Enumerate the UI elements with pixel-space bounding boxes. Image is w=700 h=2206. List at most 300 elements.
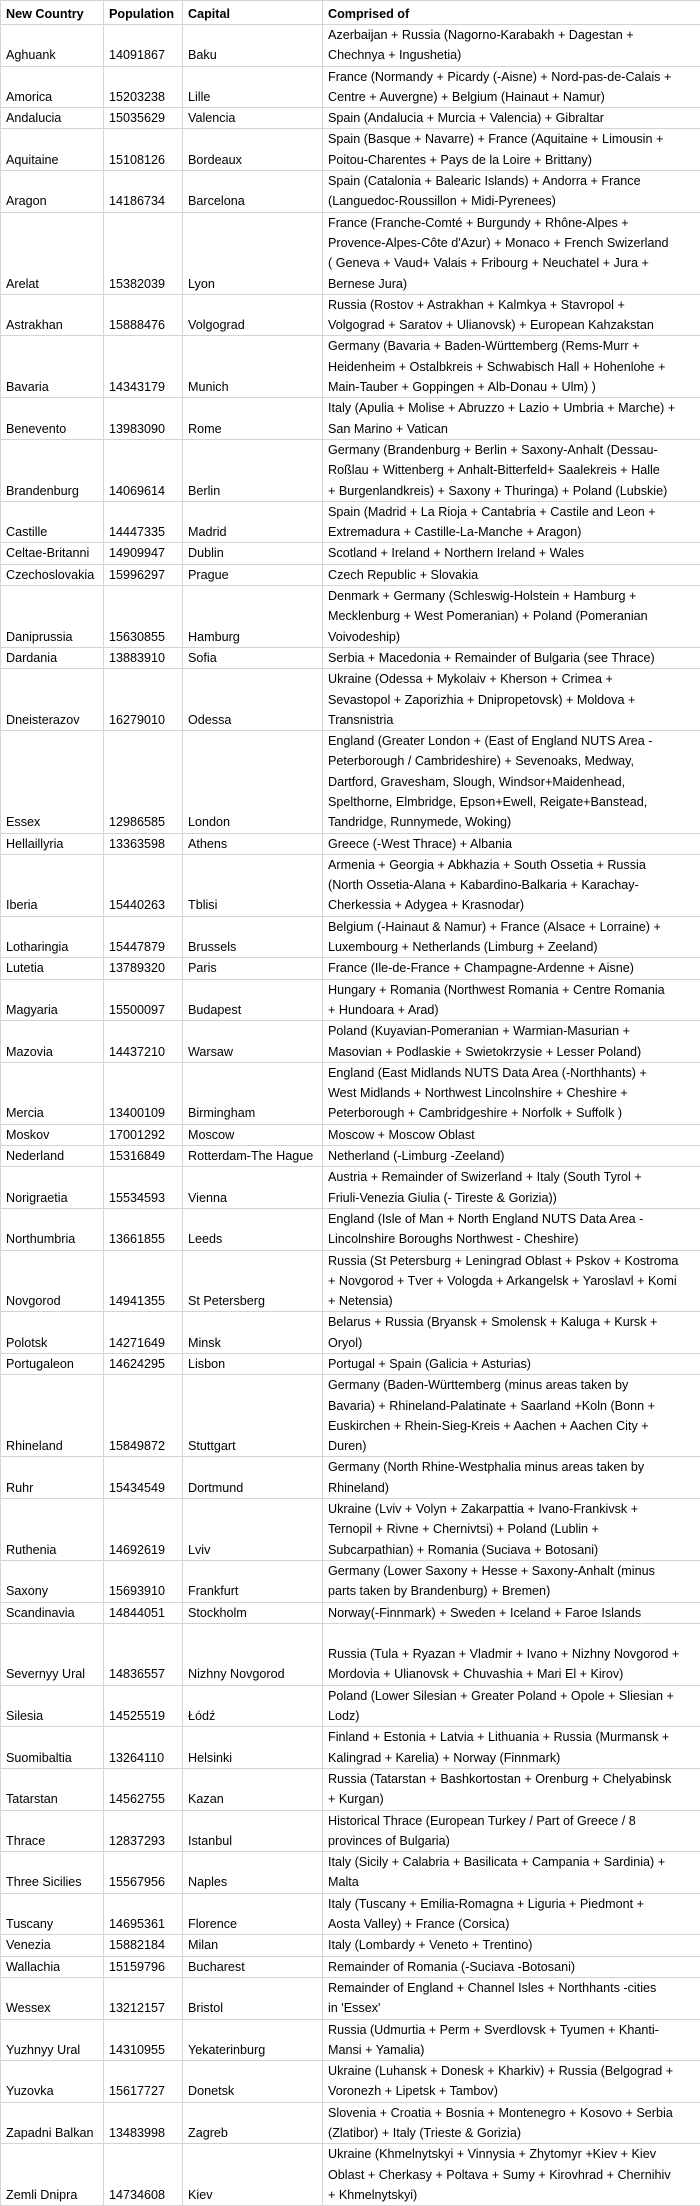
comprised-line: Spelthorne, Elmbridge, Epson+Ewell, Reigate+Banstead, <box>328 792 700 812</box>
cell-population[interactable]: 14562755 <box>104 1768 183 1810</box>
table-row <box>1 2061 700 2103</box>
cell-capital[interactable]: Sofia <box>183 647 323 668</box>
cell-population[interactable]: 17001292 <box>104 1124 183 1145</box>
cell-comprised-of[interactable] <box>323 66 700 108</box>
cell-population[interactable]: 13661855 <box>104 1208 183 1250</box>
comprised-line: Russia (Udmurtia + Perm + Sverdlovsk + Tyumen + Khanti- <box>328 2020 700 2040</box>
comprised-line: Russia (Tatarstan + Bashkortostan + Orenburg + Chelyabinsk <box>328 1769 700 1789</box>
cell-new-country[interactable]: Silesia <box>1 1685 104 1727</box>
cell-comprised-of[interactable] <box>323 669 700 731</box>
cell-new-country[interactable]: Zapadni Balkan <box>1 2102 104 2144</box>
cell-population[interactable]: 12837293 <box>104 1810 183 1852</box>
cell-comprised-of[interactable] <box>323 1167 700 1209</box>
cell-comprised-of[interactable] <box>323 1354 700 1375</box>
cell-new-country[interactable]: Tatarstan <box>1 1768 104 1810</box>
comprised-line: Italy (Apulia + Molise + Abruzzo + Lazio + Umbria + Marche) + <box>328 398 700 418</box>
comprised-line: Bernese Jura) <box>328 274 700 294</box>
table-row <box>1 731 700 833</box>
cell-capital[interactable]: Kiev <box>183 2144 323 2206</box>
cell-capital[interactable]: Berlin <box>183 439 323 501</box>
cell-population[interactable]: 13264110 <box>104 1727 183 1769</box>
comprised-line: + Netensia) <box>328 1291 700 1311</box>
comprised-line: France (Normandy + Picardy (-Aisne) + Nord-pas-de-Calais + <box>328 67 700 87</box>
cell-comprised-of[interactable] <box>323 1560 700 1602</box>
cell-population[interactable]: 15447879 <box>104 916 183 958</box>
cell-new-country[interactable]: Venezia <box>1 1935 104 1956</box>
table-row <box>1 669 700 731</box>
comprised-line: Duren) <box>328 1436 700 1456</box>
cell-capital[interactable]: Dublin <box>183 543 323 564</box>
cell-new-country[interactable]: Celtae-Britanni <box>1 543 104 564</box>
cell-population[interactable]: 14844051 <box>104 1602 183 1623</box>
table-row <box>1 833 700 854</box>
cell-new-country[interactable]: Mercia <box>1 1062 104 1124</box>
cell-new-country[interactable]: Essex <box>1 731 104 833</box>
cell-comprised-of[interactable] <box>323 1124 700 1145</box>
cell-population[interactable]: 14343179 <box>104 336 183 398</box>
comprised-line: (Languedoc-Roussillon + Midi-Pyrenees) <box>328 191 700 211</box>
cell-comprised-of[interactable] <box>323 1977 700 2019</box>
cell-comprised-of[interactable] <box>323 1062 700 1124</box>
comprised-line: Lodz) <box>328 1706 700 1726</box>
cell-population[interactable]: 14695361 <box>104 1893 183 1935</box>
table-row <box>1 212 700 294</box>
comprised-line: Poland (Kuyavian-Pomeranian + Warmian-Masurian + <box>328 1021 700 1041</box>
cell-new-country[interactable]: Severnyy Ural <box>1 1623 104 1685</box>
header-comprised-of[interactable]: Comprised of <box>323 1 700 25</box>
cell-population[interactable]: 14091867 <box>104 25 183 67</box>
table-row <box>1 1312 700 1354</box>
cell-new-country[interactable]: Daniprussia <box>1 586 104 648</box>
cell-population[interactable]: 14447335 <box>104 501 183 543</box>
comprised-line: Ternopil + Rivne + Chernivtsi) + Poland (Lublin + <box>328 1519 700 1539</box>
cell-new-country[interactable]: Astrakhan <box>1 294 104 336</box>
table-row <box>1 1768 700 1810</box>
cell-comprised-of[interactable] <box>323 1935 700 1956</box>
cell-new-country[interactable]: Tuscany <box>1 1893 104 1935</box>
cell-new-country[interactable]: Zemli Dnipra <box>1 2144 104 2206</box>
cell-capital[interactable]: Bordeaux <box>183 129 323 171</box>
comprised-line: Volgograd + Saratov + Ulianovsk) + European Kahzakstan <box>328 315 700 335</box>
cell-new-country[interactable]: Castille <box>1 501 104 543</box>
cell-population[interactable]: 14624295 <box>104 1354 183 1375</box>
cell-population[interactable]: 14437210 <box>104 1021 183 1063</box>
cell-comprised-of[interactable] <box>323 1250 700 1312</box>
comprised-line: Germany (North Rhine-Westphalia minus areas taken by <box>328 1457 700 1477</box>
cell-new-country[interactable]: Norigraetia <box>1 1167 104 1209</box>
cell-comprised-of[interactable] <box>323 25 700 67</box>
comprised-line: Kalingrad + Karelia) + Norway (Finnmark) <box>328 1748 700 1768</box>
table-row <box>1 1810 700 1852</box>
cell-new-country[interactable]: Dardania <box>1 647 104 668</box>
cell-new-country[interactable]: Polotsk <box>1 1312 104 1354</box>
table-row <box>1 66 700 108</box>
comprised-line <box>328 1624 700 1644</box>
cell-comprised-of[interactable] <box>323 336 700 398</box>
comprised-line: Voivodeship) <box>328 627 700 647</box>
cell-population[interactable]: 13400109 <box>104 1062 183 1124</box>
cell-capital[interactable]: Budapest <box>183 979 323 1021</box>
comprised-line: Ukraine (Luhansk + Donesk + Kharkiv) + Russia (Belgograd + <box>328 2061 700 2081</box>
table-row <box>1 1167 700 1209</box>
cell-comprised-of[interactable] <box>323 1768 700 1810</box>
header-capital[interactable]: Capital <box>183 1 323 25</box>
cell-comprised-of[interactable] <box>323 958 700 979</box>
cell-new-country[interactable]: Ruthenia <box>1 1499 104 1561</box>
comprised-line: Remainder of England + Channel Isles + Northhants -cities <box>328 1978 700 1998</box>
cell-new-country[interactable]: Yuzhnyy Ural <box>1 2019 104 2061</box>
cell-population[interactable]: 13363598 <box>104 833 183 854</box>
cell-comprised-of[interactable] <box>323 833 700 854</box>
cell-population[interactable]: 15434549 <box>104 1457 183 1499</box>
comprised-line: Russia (St Petersburg + Leningrad Oblast + Pskov + Kostroma <box>328 1251 700 1271</box>
cell-new-country[interactable]: Wallachia <box>1 1956 104 1977</box>
cell-new-country[interactable]: Lutetia <box>1 958 104 979</box>
cell-comprised-of[interactable] <box>323 108 700 129</box>
cell-comprised-of[interactable] <box>323 1146 700 1167</box>
comprised-line: Luxembourg + Netherlands (Limburg + Zeeland) <box>328 937 700 957</box>
cell-new-country[interactable]: Three Sicilies <box>1 1852 104 1894</box>
cell-capital[interactable]: Nizhny Novgorod <box>183 1623 323 1685</box>
cell-capital[interactable]: Warsaw <box>183 1021 323 1063</box>
cell-comprised-of[interactable] <box>323 1208 700 1250</box>
cell-capital[interactable]: Frankfurt <box>183 1560 323 1602</box>
cell-new-country[interactable]: Suomibaltia <box>1 1727 104 1769</box>
comprised-line: provinces of Bulgaria) <box>328 1831 700 1851</box>
cell-new-country[interactable]: Iberia <box>1 854 104 916</box>
cell-capital[interactable]: Vienna <box>183 1167 323 1209</box>
comprised-line: Malta <box>328 1872 700 1892</box>
cell-capital[interactable]: Lisbon <box>183 1354 323 1375</box>
cell-population[interactable]: 13983090 <box>104 398 183 440</box>
cell-population[interactable]: 14186734 <box>104 171 183 213</box>
cell-comprised-of[interactable] <box>323 171 700 213</box>
cell-population[interactable]: 15617727 <box>104 2061 183 2103</box>
cell-capital[interactable]: Moscow <box>183 1124 323 1145</box>
comprised-line: Serbia + Macedonia + Remainder of Bulgaria (see Thrace) <box>328 648 700 668</box>
cell-new-country[interactable]: Nederland <box>1 1146 104 1167</box>
cell-capital[interactable]: Istanbul <box>183 1810 323 1852</box>
cell-new-country[interactable]: Northumbria <box>1 1208 104 1250</box>
table-row <box>1 1021 700 1063</box>
comprised-line: parts taken by Brandenburg) + Bremen) <box>328 1581 700 1601</box>
cell-population[interactable]: 12986585 <box>104 731 183 833</box>
cell-new-country[interactable]: Benevento <box>1 398 104 440</box>
cell-population[interactable]: 15888476 <box>104 294 183 336</box>
cell-capital[interactable]: Stuttgart <box>183 1375 323 1457</box>
comprised-line: Poland (Lower Silesian + Greater Poland + Opole + Sliesian + <box>328 1686 700 1706</box>
cell-capital[interactable]: St Petersberg <box>183 1250 323 1312</box>
cell-comprised-of[interactable] <box>323 2102 700 2144</box>
cell-capital[interactable]: Bristol <box>183 1977 323 2019</box>
cell-population[interactable]: 14525519 <box>104 1685 183 1727</box>
cell-comprised-of[interactable] <box>323 1021 700 1063</box>
cell-capital[interactable]: Odessa <box>183 669 323 731</box>
cell-population[interactable]: 13483998 <box>104 2102 183 2144</box>
table-row <box>1 564 700 585</box>
cell-capital[interactable]: Baku <box>183 25 323 67</box>
comprised-line: Extremadura + Castille-La-Manche + Aragon) <box>328 522 700 542</box>
cell-capital[interactable]: Brussels <box>183 916 323 958</box>
cell-new-country[interactable]: Portugaleon <box>1 1354 104 1375</box>
cell-comprised-of[interactable] <box>323 731 700 833</box>
table-row <box>1 647 700 668</box>
cell-comprised-of[interactable] <box>323 586 700 648</box>
cell-capital[interactable]: Prague <box>183 564 323 585</box>
cell-new-country[interactable]: Ruhr <box>1 1457 104 1499</box>
cell-new-country[interactable]: Czechoslovakia <box>1 564 104 585</box>
cell-comprised-of[interactable] <box>323 979 700 1021</box>
cell-comprised-of[interactable] <box>323 129 700 171</box>
cell-new-country[interactable]: Hellaillyria <box>1 833 104 854</box>
comprised-line: Cherkessia + Adygea + Krasnodar) <box>328 895 700 915</box>
table-row <box>1 1602 700 1623</box>
cell-capital[interactable]: Łódź <box>183 1685 323 1727</box>
table-row <box>1 439 700 501</box>
comprised-line: Spain (Basque + Navarre) + France (Aquitaine + Limousin + <box>328 129 700 149</box>
table-row <box>1 1250 700 1312</box>
cell-capital[interactable]: Rotterdam-The Hague <box>183 1146 323 1167</box>
table-row <box>1 398 700 440</box>
cell-population[interactable]: 15567956 <box>104 1852 183 1894</box>
cell-capital[interactable]: Bucharest <box>183 1956 323 1977</box>
cell-capital[interactable]: Barcelona <box>183 171 323 213</box>
cell-capital[interactable]: Helsinki <box>183 1727 323 1769</box>
cell-new-country[interactable]: Andalucia <box>1 108 104 129</box>
comprised-line: Greece (-West Thrace) + Albania <box>328 834 700 854</box>
comprised-line: Bavaria) + Rhineland-Palatinate + Saarland +Koln (Bonn + <box>328 1396 700 1416</box>
cell-capital[interactable]: Birmingham <box>183 1062 323 1124</box>
comprised-line: Belgium (-Hainaut & Namur) + France (Alsace + Lorraine) + <box>328 917 700 937</box>
cell-comprised-of[interactable] <box>323 1312 700 1354</box>
cell-new-country[interactable]: Aghuank <box>1 25 104 67</box>
cell-population[interactable]: 13212157 <box>104 1977 183 2019</box>
table-row <box>1 1146 700 1167</box>
cell-population[interactable]: 15996297 <box>104 564 183 585</box>
cell-population[interactable]: 15108126 <box>104 129 183 171</box>
cell-comprised-of[interactable] <box>323 212 700 294</box>
comprised-line: Mordovia + Ulianovsk + Chuvashia + Mari El + Kirov) <box>328 1664 700 1684</box>
cell-new-country[interactable]: Bavaria <box>1 336 104 398</box>
cell-capital[interactable]: Milan <box>183 1935 323 1956</box>
cell-capital[interactable]: Naples <box>183 1852 323 1894</box>
comprised-line: Azerbaijan + Russia (Nagorno-Karabakh + Dagestan + <box>328 25 700 45</box>
cell-comprised-of[interactable] <box>323 1685 700 1727</box>
comprised-line: Slovenia + Croatia + Bosnia + Montenegro + Kosovo + Serbia <box>328 2103 700 2123</box>
comprised-line: Centre + Auvergne) + Belgium (Hainaut + Namur) <box>328 87 700 107</box>
cell-new-country[interactable]: Amorica <box>1 66 104 108</box>
cell-population[interactable]: 15382039 <box>104 212 183 294</box>
comprised-line: Germany (Bavaria + Baden-Württemberg (Rems-Murr + <box>328 336 700 356</box>
cell-new-country[interactable]: Moskov <box>1 1124 104 1145</box>
cell-capital[interactable]: Lille <box>183 66 323 108</box>
cell-comprised-of[interactable] <box>323 1602 700 1623</box>
table-row <box>1 108 700 129</box>
comprised-line: Belarus + Russia (Bryansk + Smolensk + Kaluga + Kursk + <box>328 1312 700 1332</box>
cell-capital[interactable]: Minsk <box>183 1312 323 1354</box>
cell-comprised-of[interactable] <box>323 564 700 585</box>
cell-new-country[interactable]: Thrace <box>1 1810 104 1852</box>
cell-population[interactable]: 14941355 <box>104 1250 183 1312</box>
cell-population[interactable]: 14069614 <box>104 439 183 501</box>
cell-capital[interactable]: Tblisi <box>183 854 323 916</box>
cell-population[interactable]: 15316849 <box>104 1146 183 1167</box>
table-row <box>1 129 700 171</box>
cell-comprised-of[interactable] <box>323 647 700 668</box>
comprised-line: (North Ossetia-Alana + Kabardino-Balkaria + Karachay- <box>328 875 700 895</box>
cell-capital[interactable]: Donetsk <box>183 2061 323 2103</box>
comprised-line: Spain (Catalonia + Balearic Islands) + Andorra + France <box>328 171 700 191</box>
cell-comprised-of[interactable] <box>323 854 700 916</box>
cell-population[interactable]: 15849872 <box>104 1375 183 1457</box>
cell-comprised-of[interactable] <box>323 439 700 501</box>
table-row <box>1 586 700 648</box>
cell-capital[interactable]: Athens <box>183 833 323 854</box>
cell-comprised-of[interactable] <box>323 294 700 336</box>
cell-population[interactable]: 15159796 <box>104 1956 183 1977</box>
table-row <box>1 1124 700 1145</box>
cell-population[interactable]: 15693910 <box>104 1560 183 1602</box>
table-row <box>1 958 700 979</box>
cell-comprised-of[interactable] <box>323 1499 700 1561</box>
cell-comprised-of[interactable] <box>323 543 700 564</box>
cell-comprised-of[interactable] <box>323 1956 700 1977</box>
cell-population[interactable]: 15500097 <box>104 979 183 1021</box>
cell-comprised-of[interactable] <box>323 916 700 958</box>
cell-capital[interactable]: Paris <box>183 958 323 979</box>
cell-population[interactable]: 14836557 <box>104 1623 183 1685</box>
cell-population[interactable]: 15203238 <box>104 66 183 108</box>
cell-population[interactable]: 14271649 <box>104 1312 183 1354</box>
cell-new-country[interactable]: Mazovia <box>1 1021 104 1063</box>
cell-population[interactable]: 14734608 <box>104 2144 183 2206</box>
cell-population[interactable]: 14909947 <box>104 543 183 564</box>
cell-capital[interactable]: Stockholm <box>183 1602 323 1623</box>
table-row <box>1 501 700 543</box>
comprised-line: (Zlatibor) + Italy (Trieste & Gorizia) <box>328 2123 700 2143</box>
cell-capital[interactable]: Yekaterinburg <box>183 2019 323 2061</box>
comprised-line: Ukraine (Khmelnytskyi + Vinnysia + Zhytomyr +Kiev + Kiev <box>328 2144 700 2164</box>
cell-comprised-of[interactable] <box>323 1727 700 1769</box>
cell-capital[interactable]: Lviv <box>183 1499 323 1561</box>
comprised-line: Germany (Baden-Württemberg (minus areas taken by <box>328 1375 700 1395</box>
cell-new-country[interactable]: Aragon <box>1 171 104 213</box>
cell-population[interactable]: 13883910 <box>104 647 183 668</box>
cell-comprised-of[interactable] <box>323 1623 700 1685</box>
comprised-line: in 'Essex' <box>328 1998 700 2018</box>
comprised-line: Spain (Andalucia + Murcia + Valencia) + Gibraltar <box>328 108 700 128</box>
comprised-line: England (East Midlands NUTS Data Area (-Northhants) + <box>328 1063 700 1083</box>
cell-comprised-of[interactable] <box>323 2061 700 2103</box>
cell-population[interactable]: 14310955 <box>104 2019 183 2061</box>
cell-comprised-of[interactable] <box>323 1810 700 1852</box>
cell-new-country[interactable]: Brandenburg <box>1 439 104 501</box>
comprised-line: Austria + Remainder of Swizerland + Italy (South Tyrol + <box>328 1167 700 1187</box>
cell-capital[interactable]: Lyon <box>183 212 323 294</box>
cell-population[interactable]: 13789320 <box>104 958 183 979</box>
cell-population[interactable]: 15882184 <box>104 1935 183 1956</box>
comprised-line: Portugal + Spain (Galicia + Asturias) <box>328 1354 700 1374</box>
table-row <box>1 1623 700 1685</box>
cell-capital[interactable]: Dortmund <box>183 1457 323 1499</box>
cell-population[interactable]: 16279010 <box>104 669 183 731</box>
cell-population[interactable]: 15534593 <box>104 1167 183 1209</box>
table-row <box>1 1977 700 2019</box>
cell-population[interactable]: 15035629 <box>104 108 183 129</box>
comprised-line: Main-Tauber + Goppingen + Alb-Donau + Ulm) ) <box>328 377 700 397</box>
cell-comprised-of[interactable] <box>323 1375 700 1457</box>
comprised-line: Transnistria <box>328 710 700 730</box>
cell-capital[interactable]: Florence <box>183 1893 323 1935</box>
comprised-line: ( Geneva + Vaud+ Valais + Fribourg + Neuchatel + Jura + <box>328 253 700 273</box>
cell-capital[interactable]: Kazan <box>183 1768 323 1810</box>
cell-new-country[interactable]: Yuzovka <box>1 2061 104 2103</box>
cell-comprised-of[interactable] <box>323 398 700 440</box>
comprised-line: Finland + Estonia + Latvia + Lithuania + Russia (Murmansk + <box>328 1727 700 1747</box>
cell-new-country[interactable]: Aquitaine <box>1 129 104 171</box>
cell-new-country[interactable]: Lotharingia <box>1 916 104 958</box>
cell-population[interactable]: 15630855 <box>104 586 183 648</box>
comprised-line: + Kurgan) <box>328 1789 700 1809</box>
cell-capital[interactable]: Valencia <box>183 108 323 129</box>
cell-capital[interactable]: Zagreb <box>183 2102 323 2144</box>
cell-new-country[interactable]: Arelat <box>1 212 104 294</box>
cell-new-country[interactable]: Novgorod <box>1 1250 104 1312</box>
table-row <box>1 25 700 67</box>
table-row <box>1 979 700 1021</box>
cell-new-country[interactable]: Wessex <box>1 1977 104 2019</box>
cell-comprised-of[interactable] <box>323 501 700 543</box>
comprised-line: Ukraine (Odessa + Mykolaiv + Kherson + Crimea + <box>328 669 700 689</box>
cell-capital[interactable]: Leeds <box>183 1208 323 1250</box>
cell-new-country[interactable]: Scandinavia <box>1 1602 104 1623</box>
cell-new-country[interactable]: Dneisterazov <box>1 669 104 731</box>
cell-comprised-of[interactable] <box>323 2019 700 2061</box>
table-row <box>1 2102 700 2144</box>
header-population[interactable]: Population <box>104 1 183 25</box>
comprised-line: Poitou-Charentes + Pays de la Loire + Brittany) <box>328 150 700 170</box>
comprised-line: Spain (Madrid + La Rioja + Cantabria + Castile and Leon + <box>328 502 700 522</box>
cell-comprised-of[interactable] <box>323 1893 700 1935</box>
cell-population[interactable]: 15440263 <box>104 854 183 916</box>
cell-new-country[interactable]: Magyaria <box>1 979 104 1021</box>
cell-new-country[interactable]: Rhineland <box>1 1375 104 1457</box>
comprised-line: + Novgorod + Tver + Vologda + Arkangelsk + Yaroslavl + Komi <box>328 1271 700 1291</box>
table-row <box>1 2144 700 2206</box>
comprised-line: Heidenheim + Ostalbkreis + Schwabisch Hall + Hohenlohe + <box>328 357 700 377</box>
cell-comprised-of[interactable] <box>323 1852 700 1894</box>
table-row <box>1 1956 700 1977</box>
header-new-country[interactable]: New Country <box>1 1 104 25</box>
cell-new-country[interactable]: Saxony <box>1 1560 104 1602</box>
comprised-line: France (Ile-de-France + Champagne-Ardenne + Aisne) <box>328 958 700 978</box>
comprised-line: Rhineland) <box>328 1478 700 1498</box>
cell-comprised-of[interactable] <box>323 2144 700 2206</box>
cell-capital[interactable]: London <box>183 731 323 833</box>
cell-population[interactable]: 14692619 <box>104 1499 183 1561</box>
cell-comprised-of[interactable] <box>323 1457 700 1499</box>
cell-capital[interactable]: Munich <box>183 336 323 398</box>
comprised-line: Peterborough / Cambrideshire) + Sevenoaks, Medway, <box>328 751 700 771</box>
cell-capital[interactable]: Madrid <box>183 501 323 543</box>
comprised-line: France (Franche-Comté + Burgundy + Rhône-Alpes + <box>328 213 700 233</box>
comprised-line: San Marino + Vatican <box>328 419 700 439</box>
cell-capital[interactable]: Volgograd <box>183 294 323 336</box>
comprised-line: Mecklenburg + West Pomeranian) + Poland (Pomeranian <box>328 606 700 626</box>
cell-capital[interactable]: Rome <box>183 398 323 440</box>
cell-capital[interactable]: Hamburg <box>183 586 323 648</box>
comprised-line: West Midlands + Northwest Lincolnshire + Cheshire + <box>328 1083 700 1103</box>
